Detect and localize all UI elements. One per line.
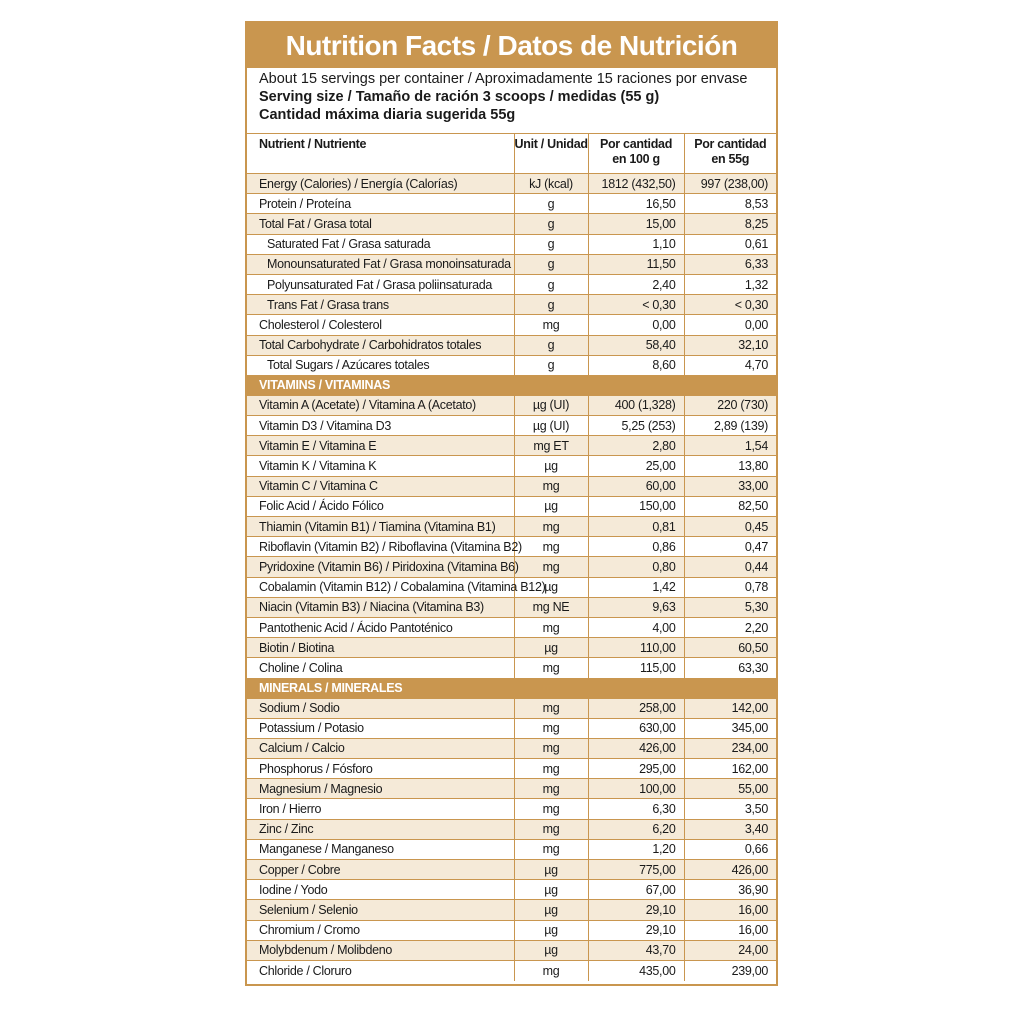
value-per-55g: 8,53 [684, 194, 776, 214]
value-per-100g: 29,10 [588, 900, 684, 920]
nutrient-name: Chromium / Cromo [247, 920, 514, 940]
value-per-100g: 58,40 [588, 335, 684, 355]
value-per-100g: 426,00 [588, 738, 684, 758]
nutrient-name: Calcium / Calcio [247, 738, 514, 758]
value-per-100g: 110,00 [588, 638, 684, 658]
serving-size: Serving size / Tamaño de ración 3 scoops / medidas (55 g) [259, 89, 660, 105]
table-row [247, 416, 776, 436]
value-per-100g: 25,00 [588, 456, 684, 476]
value-per-55g: 0,47 [684, 537, 776, 557]
nutrition-facts-panel [245, 21, 778, 986]
nutrient-unit: µg [514, 940, 588, 960]
nutrient-name: Vitamin C / Vitamina C [247, 476, 514, 496]
nutrient-name: Phosphorus / Fósforo [247, 759, 514, 779]
nutrient-name: Sodium / Sodio [247, 698, 514, 718]
value-per-55g: 6,33 [684, 254, 776, 274]
nutrient-name: Choline / Colina [247, 658, 514, 678]
nutrient-name: Thiamin (Vitamin B1) / Tiamina (Vitamina B1) [247, 517, 514, 537]
nutrient-name: Chloride / Cloruro [247, 960, 514, 980]
table-row [247, 819, 776, 839]
header-per-100g-line1: Por cantidad [599, 137, 673, 151]
nutrient-name: Total Carbohydrate / Carbohidratos totales [247, 335, 514, 355]
nutrient-unit: mg NE [514, 597, 588, 617]
nutrient-unit: mg [514, 839, 588, 859]
table-row [247, 960, 776, 980]
table-row [247, 880, 776, 900]
nutrient-name: Pantothenic Acid / Ácido Pantoténico [247, 617, 514, 637]
table-row [247, 456, 776, 476]
table-row [247, 174, 776, 194]
value-per-100g: 5,25 (253) [588, 416, 684, 436]
value-per-55g: 3,40 [684, 819, 776, 839]
nutrient-name: Selenium / Selenio [247, 900, 514, 920]
value-per-100g: 435,00 [588, 960, 684, 980]
nutrient-name: Zinc / Zinc [247, 819, 514, 839]
value-per-100g: 115,00 [588, 658, 684, 678]
header-per-55g-line2: en 55g [711, 152, 750, 166]
value-per-55g: 60,50 [684, 638, 776, 658]
nutrient-name: Niacin (Vitamin B3) / Niacina (Vitamina B3) [247, 597, 514, 617]
table-row [247, 638, 776, 658]
nutrient-unit: µg [514, 496, 588, 516]
value-per-55g: 36,90 [684, 880, 776, 900]
table-row [247, 234, 776, 254]
value-per-100g: 15,00 [588, 214, 684, 234]
serving-info [247, 68, 776, 133]
nutrient-unit: µg [514, 456, 588, 476]
table-row [247, 517, 776, 537]
value-per-100g: 67,00 [588, 880, 684, 900]
table-row [247, 315, 776, 335]
value-per-55g: 0,00 [684, 315, 776, 335]
value-per-55g: 220 (730) [684, 395, 776, 415]
nutrient-name: Total Fat / Grasa total [247, 214, 514, 234]
nutrient-unit: mg [514, 738, 588, 758]
table-row [247, 940, 776, 960]
value-per-100g: 1,42 [588, 577, 684, 597]
value-per-55g: 24,00 [684, 940, 776, 960]
value-per-55g: 1,32 [684, 274, 776, 294]
nutrient-unit: g [514, 254, 588, 274]
nutrient-unit: µg [514, 860, 588, 880]
section-title: MINERALS / MINERALES [247, 678, 776, 698]
section-header-row [247, 678, 776, 698]
value-per-100g: 400 (1,328) [588, 395, 684, 415]
servings-per-container: About 15 servings per container / Aproximadamente 15 raciones por envase [259, 71, 748, 87]
table-row [247, 395, 776, 415]
value-per-100g: 6,20 [588, 819, 684, 839]
nutrient-name: Vitamin E / Vitamina E [247, 436, 514, 456]
table-row [247, 194, 776, 214]
value-per-100g: 2,40 [588, 274, 684, 294]
table-row [247, 738, 776, 758]
value-per-100g: 100,00 [588, 779, 684, 799]
panel-title: Nutrition Facts / Datos de Nutrición [247, 23, 776, 68]
table-row [247, 214, 776, 234]
value-per-100g: 8,60 [588, 355, 684, 375]
value-per-55g: 33,00 [684, 476, 776, 496]
nutrient-unit: µg (UI) [514, 416, 588, 436]
table-row [247, 779, 776, 799]
nutrient-name: Vitamin K / Vitamina K [247, 456, 514, 476]
nutrient-name: Magnesium / Magnesio [247, 779, 514, 799]
value-per-55g: < 0,30 [684, 295, 776, 315]
nutrient-name: Vitamin D3 / Vitamina D3 [247, 416, 514, 436]
value-per-55g: 234,00 [684, 738, 776, 758]
value-per-55g: 0,44 [684, 557, 776, 577]
value-per-55g: 0,66 [684, 839, 776, 859]
nutrient-table [247, 133, 776, 981]
nutrient-name: Cobalamin (Vitamin B12) / Cobalamina (Vitamina B12) [247, 577, 514, 597]
nutrient-unit: mg [514, 617, 588, 637]
nutrient-unit: mg [514, 779, 588, 799]
nutrient-unit: mg [514, 315, 588, 335]
header-per-55g-line1: Por cantidad [694, 137, 767, 151]
table-row [247, 577, 776, 597]
table-row [247, 274, 776, 294]
nutrient-name: Biotin / Biotina [247, 638, 514, 658]
table-row [247, 839, 776, 859]
nutrient-name: Iron / Hierro [247, 799, 514, 819]
value-per-100g: 9,63 [588, 597, 684, 617]
nutrient-unit: mg ET [514, 436, 588, 456]
value-per-100g: 295,00 [588, 759, 684, 779]
value-per-100g: 1,20 [588, 839, 684, 859]
value-per-100g: 775,00 [588, 860, 684, 880]
nutrient-unit: g [514, 355, 588, 375]
value-per-55g: 1,54 [684, 436, 776, 456]
nutrient-unit: mg [514, 960, 588, 980]
nutrient-name: Molybdenum / Molibdeno [247, 940, 514, 960]
nutrient-name: Protein / Proteína [247, 194, 514, 214]
nutrient-unit: mg [514, 819, 588, 839]
nutrient-unit: µg (UI) [514, 395, 588, 415]
nutrient-unit: mg [514, 537, 588, 557]
value-per-100g: 11,50 [588, 254, 684, 274]
header-per-100g [588, 134, 684, 174]
table-row [247, 860, 776, 880]
nutrient-unit: mg [514, 799, 588, 819]
table-row [247, 920, 776, 940]
nutrient-name: Cholesterol / Colesterol [247, 315, 514, 335]
value-per-100g: 630,00 [588, 718, 684, 738]
value-per-100g: 29,10 [588, 920, 684, 940]
nutrient-name: Energy (Calories) / Energía (Calorías) [247, 174, 514, 194]
value-per-55g: 16,00 [684, 900, 776, 920]
value-per-100g: 1812 (432,50) [588, 174, 684, 194]
value-per-55g: 2,89 (139) [684, 416, 776, 436]
value-per-55g: 5,30 [684, 597, 776, 617]
nutrient-unit: mg [514, 759, 588, 779]
nutrient-unit: mg [514, 557, 588, 577]
nutrient-unit: g [514, 214, 588, 234]
nutrient-name: Monounsaturated Fat / Grasa monoinsaturada [247, 254, 514, 274]
nutrient-unit: µg [514, 920, 588, 940]
nutrient-name: Manganese / Manganeso [247, 839, 514, 859]
table-row [247, 718, 776, 738]
table-row [247, 496, 776, 516]
value-per-55g: 997 (238,00) [684, 174, 776, 194]
table-row [247, 335, 776, 355]
nutrient-name: Folic Acid / Ácido Fólico [247, 496, 514, 516]
value-per-100g: < 0,30 [588, 295, 684, 315]
table-header-row [247, 134, 776, 174]
value-per-100g: 0,00 [588, 315, 684, 335]
table-row [247, 617, 776, 637]
table-row [247, 476, 776, 496]
value-per-55g: 162,00 [684, 759, 776, 779]
table-row [247, 597, 776, 617]
nutrient-unit: g [514, 274, 588, 294]
nutrient-unit: mg [514, 476, 588, 496]
value-per-55g: 426,00 [684, 860, 776, 880]
value-per-100g: 0,80 [588, 557, 684, 577]
nutrient-unit: mg [514, 698, 588, 718]
value-per-55g: 0,45 [684, 517, 776, 537]
nutrient-name: Polyunsaturated Fat / Grasa poliinsaturada [247, 274, 514, 294]
nutrient-unit: g [514, 194, 588, 214]
nutrient-name: Total Sugars / Azúcares totales [247, 355, 514, 375]
value-per-55g: 8,25 [684, 214, 776, 234]
nutrient-unit: mg [514, 517, 588, 537]
table-row [247, 295, 776, 315]
nutrient-unit: g [514, 295, 588, 315]
nutrient-name: Vitamin A (Acetate) / Vitamina A (Acetato) [247, 395, 514, 415]
table-row [247, 759, 776, 779]
nutrient-name: Riboflavin (Vitamin B2) / Riboflavina (Vitamina B2) [247, 537, 514, 557]
value-per-55g: 32,10 [684, 335, 776, 355]
table-row [247, 254, 776, 274]
nutrient-name: Trans Fat / Grasa trans [247, 295, 514, 315]
nutrient-name: Potassium / Potasio [247, 718, 514, 738]
nutrient-name: Pyridoxine (Vitamin B6) / Piridoxina (Vitamina B6) [247, 557, 514, 577]
nutrient-unit: µg [514, 638, 588, 658]
table-row [247, 698, 776, 718]
value-per-100g: 0,86 [588, 537, 684, 557]
table-row [247, 537, 776, 557]
value-per-100g: 60,00 [588, 476, 684, 496]
header-per-100g-line2: en 100 g [612, 152, 660, 166]
table-row [247, 557, 776, 577]
nutrient-unit: µg [514, 880, 588, 900]
value-per-100g: 43,70 [588, 940, 684, 960]
table-row [247, 900, 776, 920]
header-unit: Unit / Unidad [514, 134, 588, 174]
nutrient-name: Iodine / Yodo [247, 880, 514, 900]
value-per-100g: 6,30 [588, 799, 684, 819]
value-per-100g: 0,81 [588, 517, 684, 537]
table-row [247, 436, 776, 456]
value-per-55g: 13,80 [684, 456, 776, 476]
nutrient-unit: µg [514, 577, 588, 597]
value-per-55g: 82,50 [684, 496, 776, 516]
table-row [247, 355, 776, 375]
value-per-100g: 4,00 [588, 617, 684, 637]
value-per-55g: 2,20 [684, 617, 776, 637]
value-per-55g: 142,00 [684, 698, 776, 718]
table-row [247, 799, 776, 819]
nutrient-unit: kJ (kcal) [514, 174, 588, 194]
header-per-55g [684, 134, 776, 174]
nutrient-name: Copper / Cobre [247, 860, 514, 880]
value-per-55g: 0,61 [684, 234, 776, 254]
value-per-100g: 1,10 [588, 234, 684, 254]
value-per-55g: 4,70 [684, 355, 776, 375]
value-per-100g: 258,00 [588, 698, 684, 718]
section-title: VITAMINS / VITAMINAS [247, 375, 776, 395]
table-row [247, 658, 776, 678]
nutrient-unit: g [514, 234, 588, 254]
value-per-55g: 55,00 [684, 779, 776, 799]
section-header-row [247, 375, 776, 395]
value-per-100g: 16,50 [588, 194, 684, 214]
value-per-55g: 0,78 [684, 577, 776, 597]
max-daily-amount: Cantidad máxima diaria sugerida 55g [259, 107, 516, 123]
nutrient-name: Saturated Fat / Grasa saturada [247, 234, 514, 254]
value-per-55g: 239,00 [684, 960, 776, 980]
nutrient-unit: µg [514, 900, 588, 920]
value-per-55g: 345,00 [684, 718, 776, 738]
value-per-55g: 16,00 [684, 920, 776, 940]
nutrient-unit: mg [514, 658, 588, 678]
nutrient-unit: mg [514, 718, 588, 738]
nutrient-unit: g [514, 335, 588, 355]
value-per-100g: 150,00 [588, 496, 684, 516]
value-per-55g: 3,50 [684, 799, 776, 819]
value-per-55g: 63,30 [684, 658, 776, 678]
header-nutrient: Nutrient / Nutriente [247, 134, 514, 174]
value-per-100g: 2,80 [588, 436, 684, 456]
